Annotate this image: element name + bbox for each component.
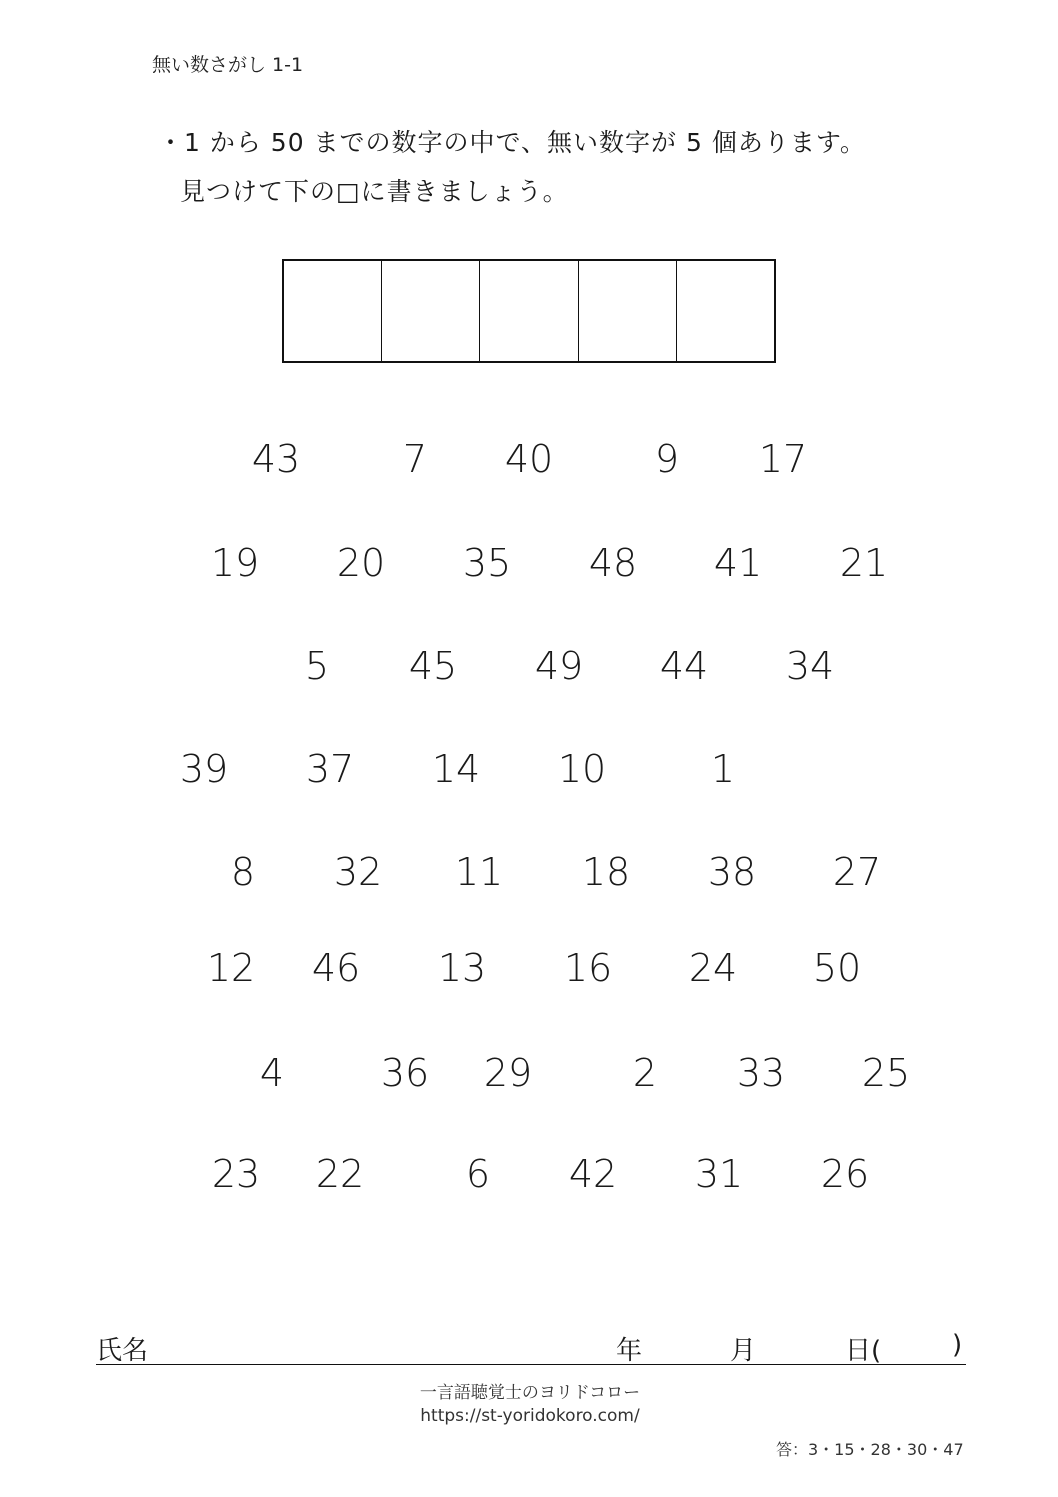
worksheet-title: 無い数さがし 1-1: [152, 54, 304, 76]
number-item: 50: [812, 946, 862, 990]
number-item: 5: [304, 644, 330, 688]
name-label: 氏名: [96, 1336, 149, 1366]
number-item: 13: [437, 946, 487, 990]
number-item: 35: [462, 541, 512, 585]
number-item: 19: [210, 541, 260, 585]
answer-key: 答：3・15・28・30・47: [776, 1440, 964, 1459]
number-item: 25: [861, 1051, 911, 1095]
number-item: 26: [820, 1152, 870, 1196]
instruction-line-1: ・1 から 50 までの数字の中で、無い数字が 5 個あります。: [158, 128, 866, 157]
number-item: 40: [504, 437, 554, 481]
number-item: 43: [251, 437, 301, 481]
number-item: 27: [832, 850, 882, 894]
site-name: 一言語聴覚士のヨリドコロー: [419, 1383, 641, 1403]
number-item: 39: [179, 747, 229, 791]
number-item: 33: [736, 1051, 786, 1095]
number-item: 20: [336, 541, 386, 585]
year-label: 年: [616, 1336, 643, 1366]
number-item: 32: [333, 850, 383, 894]
number-item: 18: [581, 850, 631, 894]
number-item: 16: [563, 946, 613, 990]
name-underline: [96, 1364, 966, 1365]
number-item: 34: [785, 644, 835, 688]
number-item: 49: [534, 644, 584, 688]
number-item: 22: [315, 1152, 365, 1196]
number-item: 21: [839, 541, 889, 585]
month-label: 月: [730, 1336, 757, 1366]
answer-boxes: [282, 259, 776, 363]
answer-box[interactable]: [284, 261, 382, 361]
number-item: 12: [206, 946, 256, 990]
number-item: 31: [694, 1152, 744, 1196]
number-item: 48: [588, 541, 638, 585]
day-close-paren: ): [952, 1330, 963, 1360]
day-label: 日(: [845, 1336, 882, 1366]
number-item: 10: [557, 747, 607, 791]
number-item: 23: [211, 1152, 261, 1196]
number-item: 42: [568, 1152, 618, 1196]
number-item: 4: [259, 1051, 285, 1095]
number-item: 44: [659, 644, 709, 688]
number-item: 29: [483, 1051, 533, 1095]
number-item: 1: [710, 747, 736, 791]
number-item: 38: [707, 850, 757, 894]
number-item: 46: [311, 946, 361, 990]
number-item: 7: [402, 437, 428, 481]
number-item: 24: [688, 946, 738, 990]
answer-box[interactable]: [382, 261, 480, 361]
number-item: 9: [654, 437, 680, 481]
answer-box[interactable]: [677, 261, 774, 361]
number-item: 14: [431, 747, 481, 791]
number-item: 37: [305, 747, 355, 791]
number-item: 41: [713, 541, 763, 585]
answer-box[interactable]: [480, 261, 578, 361]
answer-box[interactable]: [579, 261, 677, 361]
number-item: 17: [758, 437, 808, 481]
site-url[interactable]: https://st-yoridokoro.com/: [420, 1406, 640, 1426]
number-item: 45: [408, 644, 458, 688]
number-item: 8: [230, 850, 256, 894]
instruction-line-2: 見つけて下の□に書きましょう。: [180, 177, 569, 206]
number-item: 36: [380, 1051, 430, 1095]
number-item: 6: [465, 1152, 491, 1196]
number-item: 2: [632, 1051, 658, 1095]
number-item: 11: [454, 850, 504, 894]
